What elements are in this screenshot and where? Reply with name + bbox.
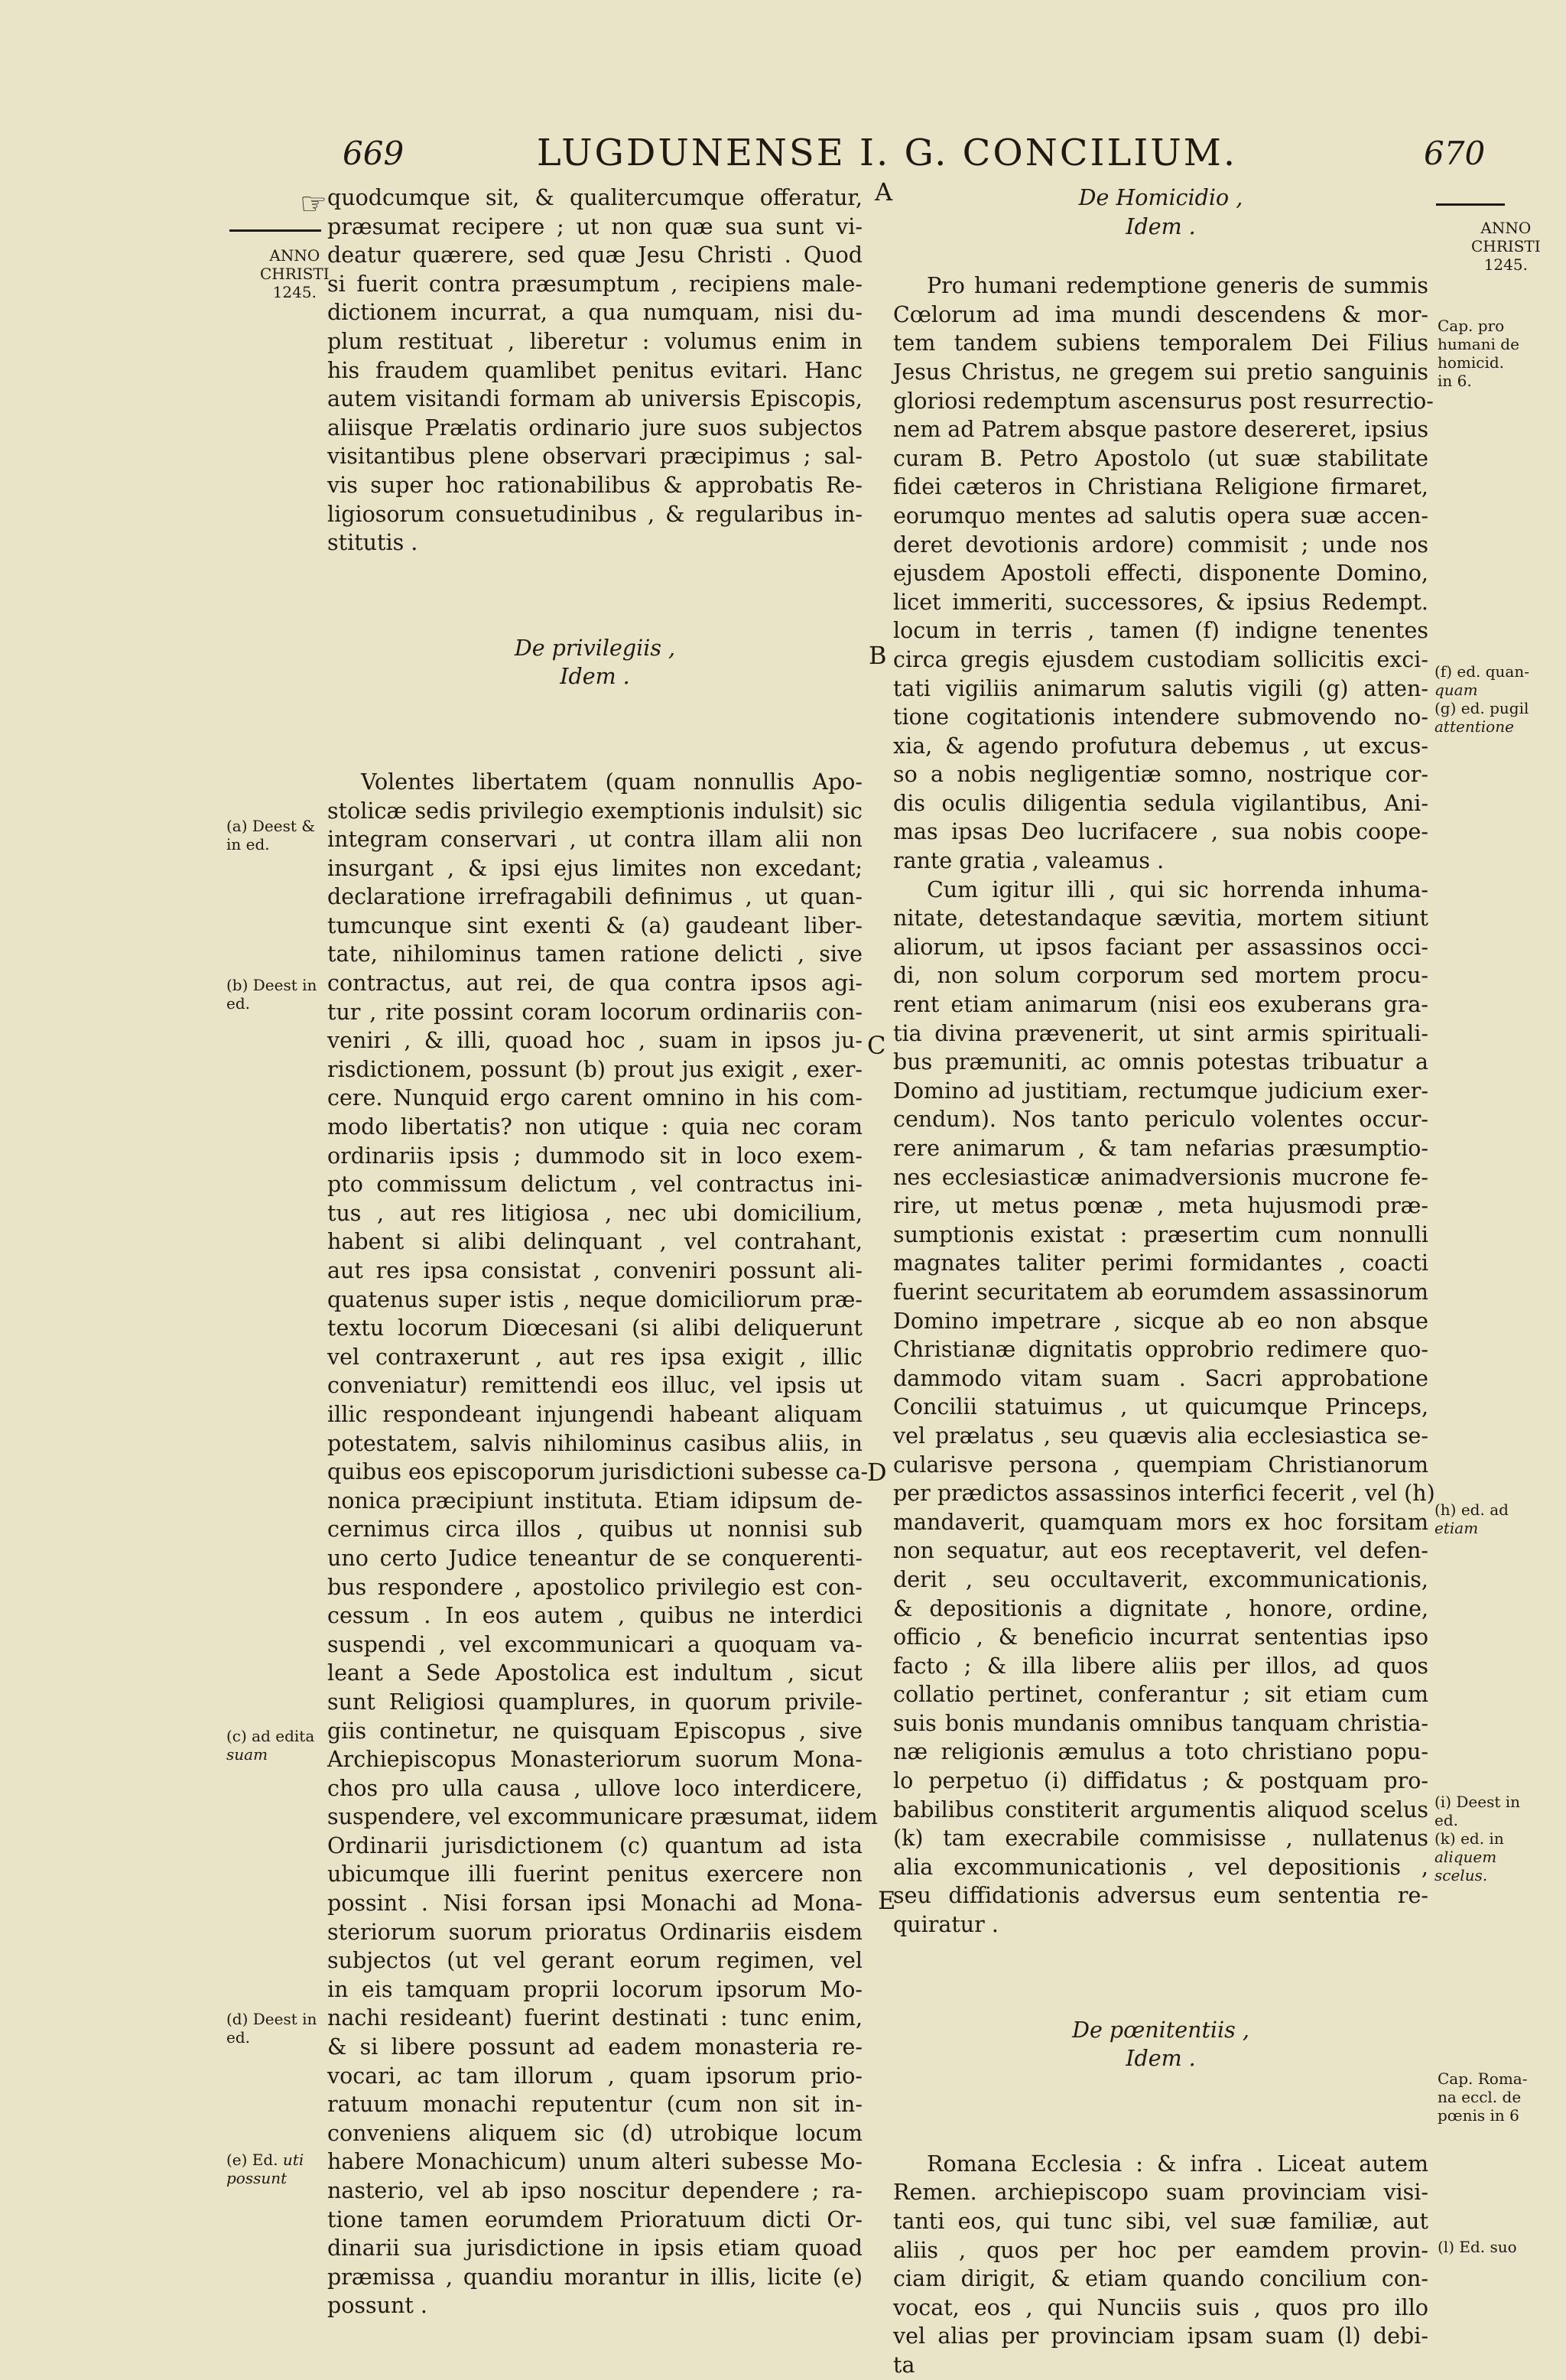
text-line: possunt . <box>327 2293 427 2319</box>
chapter-ref-line: homicid. <box>1438 353 1505 372</box>
left-text-column <box>327 184 878 2320</box>
anno-christi-right <box>1471 219 1541 274</box>
section-heading: De Homicidio , <box>1078 185 1243 210</box>
text-line: cessum . In eos autem , quibus ne interdici <box>327 1603 863 1629</box>
section-letter-a: A <box>875 177 893 206</box>
paragraph-spacer <box>893 241 1428 271</box>
text-line: lo perpetuo (i) diffidatus ; & postquam pro- <box>893 1768 1428 1794</box>
text-line: suspendere, vel excommunicare præsumat, iidem <box>327 1804 878 1830</box>
paragraph-spacer <box>893 1939 1428 2016</box>
text-line: Archiepiscopus Monasteriorum suorum Mona- <box>327 1747 863 1773</box>
chapter-ref-line: in 6. <box>1438 372 1472 390</box>
text-line: gloriosi redemptum ascensurus post resurrectio- <box>893 388 1434 414</box>
paragraph-spacer <box>327 558 863 634</box>
text-line: quodcumque sit, & qualitercumque offeratur, <box>327 185 863 210</box>
text-line: ejusdem Apostoli effecti, disponente Domino, <box>893 561 1428 587</box>
section-letter-c: C <box>867 1031 886 1060</box>
text-line: mas ipsas Deo lucrifacere , sua nobis coope- <box>893 819 1428 845</box>
text-line: ordinariis ipsis ; dummodo sit in loco exem- <box>327 1143 863 1169</box>
text-line: si fuerit contra præsumptum , recipiens male- <box>327 271 863 297</box>
pointing-hand-icon: ☞ <box>300 187 327 222</box>
text-line: di, non solum corporum sed mortem procu- <box>893 963 1428 989</box>
text-line: (k) tam execrabile commisisse , nullatenus <box>893 1826 1428 1852</box>
text-line: risdictionem, possunt (b) prout jus exigit , exer- <box>327 1056 863 1082</box>
text-line: quiratur . <box>893 1912 999 1938</box>
text-line: possint . Nisi forsan ipsi Monachi ad Mona- <box>327 1891 863 1917</box>
text-line: stolicæ sedis privilegio exemptionis indulsit) sic <box>327 798 863 824</box>
text-line: plum restituat , liberetur : volumus enim in <box>327 328 863 354</box>
text-line: Domino impetrare , sicque ab eo non absque <box>893 1308 1428 1334</box>
footnote-e-line: (e) Ed. <box>226 2151 278 2169</box>
footnote-e <box>226 2151 304 2187</box>
text-line: subjectos (ut vel gerant eorum regimen, vel <box>327 1948 863 1974</box>
text-line: xia, & agendo profutura debemus , ut excus- <box>893 733 1428 759</box>
text-line: & si libere possunt ad eadem monasteria re- <box>327 2034 863 2060</box>
text-line: cere. Nunquid ergo carent omnino in his com- <box>327 1085 863 1111</box>
footnote-k-line: scelus. <box>1434 1866 1488 1884</box>
footnote-a-line: (a) Deest & <box>226 817 316 835</box>
text-line: visitantibus plene observari præcipimus ; sal- <box>327 444 863 470</box>
text-line: Pro humani redemptione generis de summis <box>927 273 1428 299</box>
text-line: integram conservari , ut contra illam alii non <box>327 827 863 853</box>
text-line: ligiosorum consuetudinibus , & regularibus in- <box>327 501 863 527</box>
text-line: rante gratia , valeamus . <box>893 848 1165 874</box>
footnote-d-line: ed. <box>226 2028 250 2047</box>
text-line: stitutis . <box>327 530 418 556</box>
text-line: dammodo vitam suam . Sacri approbatione <box>893 1365 1428 1391</box>
footnote-e-line: possunt <box>226 2169 288 2187</box>
anno-label: ANNO <box>1480 219 1532 237</box>
text-line: vocat, eos , qui Nunciis suis , quos pro illo <box>893 2294 1428 2320</box>
christi-label: CHRISTI <box>260 265 330 283</box>
text-line: nes ecclesiasticæ animadversionis mucrone fe- <box>893 1164 1428 1190</box>
text-line: ta <box>893 2352 915 2378</box>
footnote-f-line: (f) ed. quan- <box>1434 662 1529 681</box>
footnote-h-line: etiam <box>1434 1519 1479 1537</box>
text-line: nem ad Patrem absque pastore desereret, ipsius <box>893 417 1429 443</box>
footnote-g-line: attentione <box>1434 717 1514 736</box>
footnote-k-line: aliquem <box>1434 1848 1497 1866</box>
text-line: Ordinarii jurisdictionem (c) quantum ad ista <box>327 1832 863 1858</box>
text-line: quibus eos episcoporum jurisdictioni subesse ca- <box>327 1459 869 1485</box>
year-label: 1245. <box>1483 255 1528 274</box>
year-label: 1245. <box>272 283 317 301</box>
text-line: tate, nihilominus tamen ratione delicti , sive <box>327 941 863 967</box>
text-line: so a nobis negligentiæ somno, nostrique cor- <box>893 762 1428 788</box>
text-line: dictionem incurrat, a qua numquam, nisi du- <box>327 300 863 326</box>
text-line: declaratione irrefragabili definimus , ut quan- <box>327 884 863 910</box>
footnote-f-g <box>1434 662 1529 736</box>
text-line: conveniatur) remittendi eos illuc, vel ipsis ut <box>327 1373 863 1399</box>
christi-label: CHRISTI <box>1471 237 1541 255</box>
text-line: giis continetur, ne quisquam Episcopus , sive <box>327 1718 863 1744</box>
text-line: eorumquo mentes ad salutis opera suæ accen- <box>893 502 1428 528</box>
footnote-e-line: uti <box>282 2151 304 2169</box>
chapter-ref-line: pœnis in 6 <box>1438 2106 1519 2125</box>
chapter-ref-line: humani de <box>1438 335 1519 353</box>
footnote-f-line: quam <box>1434 681 1478 699</box>
footnote-c <box>226 1727 314 1764</box>
text-line: circa gregis ejusdem custodiam sollicitis exci- <box>893 646 1428 672</box>
text-line: habent si alibi delinquant , vel contrahant, <box>327 1229 863 1255</box>
text-line: veniri , & illi, quoad hoc , suam in ipsos ju- <box>327 1028 863 1054</box>
anno-christi-left <box>260 246 330 301</box>
text-line: aliisque Prælatis ordinario jure suos subjectos <box>327 415 863 441</box>
text-line: Cum igitur illi , qui sic horrenda inhuma- <box>927 876 1428 902</box>
text-line: præmissa , quandiu morantur in illis, licite (e) <box>327 2264 863 2290</box>
text-line: rire, ut metus pœnæ , meta hujusmodi præ- <box>893 1193 1428 1219</box>
text-line: facto ; & illa libere aliis per illos, ad quos <box>893 1653 1428 1679</box>
text-line: ratuum monachi reputentur (cum non sit in- <box>327 2092 863 2118</box>
text-line: præsumat recipere ; ut non quæ sua sunt vi- <box>327 213 863 239</box>
text-line: textu locorum Diœcesani (si alibi deliquerunt <box>327 1315 863 1341</box>
right-text-column <box>893 184 1435 2380</box>
text-line: aliorum, ut ipsos faciant per assassinos occi- <box>893 934 1428 960</box>
section-heading: Idem . <box>1126 213 1196 239</box>
text-line: Volentes libertatem (quam nonnullis Apo- <box>361 769 863 795</box>
text-line: pto commissum delictum , vel contractus ini- <box>327 1172 863 1198</box>
text-line: officio , & beneficio incurrat sententias ipso <box>893 1624 1428 1650</box>
text-line: tanti eos, qui tunc sibi, vel suæ familiæ, aut <box>893 2209 1428 2234</box>
text-line: nachi resideant) fuerint destinati : tunc enim, <box>327 2005 863 2031</box>
text-line: nonica præcipiunt instituta. Etiam idipsum de- <box>327 1488 863 1514</box>
text-line: vel contraxerunt , aut res ipsa exigit , illic <box>327 1344 863 1370</box>
page-number-left: 669 <box>343 135 404 172</box>
text-line: leant a Sede Apostolica est indultum , sicut <box>327 1660 863 1686</box>
text-line: Remen. archiepiscopo suam provinciam visi- <box>893 2180 1428 2206</box>
text-line: collatio pertinet, conferantur ; sit etiam cum <box>893 1682 1428 1708</box>
text-line: babilibus constiterit argumentis aliquod scelus <box>893 1796 1428 1822</box>
section-letter-e: E <box>878 1886 896 1915</box>
text-line: rere animarum , & tam nefarias præsumptio- <box>893 1136 1428 1161</box>
anno-label: ANNO <box>269 246 320 265</box>
footnote-a <box>226 817 315 853</box>
text-line: suis bonis mundanis omnibus tanquam christia- <box>893 1710 1428 1736</box>
text-line: aliis , quos per hoc per eamdem provin- <box>893 2237 1428 2263</box>
section-heading: De privilegiis , <box>514 635 676 661</box>
text-line: chos pro ulla causa , ullove loco interdicere, <box>327 1775 863 1801</box>
footnote-b-line: (b) Deest in <box>226 976 317 994</box>
footnote-h-line: (h) ed. ad <box>1434 1501 1509 1519</box>
footnote-g-line: (g) ed. pugil <box>1434 699 1529 717</box>
text-line: deret devotionis ardore) commisit ; unde nos <box>893 532 1428 558</box>
section-letter-d: D <box>867 1458 887 1487</box>
text-line: dis oculis diligentia sedula vigilantibus, Ani- <box>893 790 1428 816</box>
text-line: non sequatur, aut eos receptaverit, vel defen- <box>893 1538 1428 1564</box>
footnote-c-line: suam <box>226 1745 268 1764</box>
text-line: in eis tamquam proprii locorum ipsorum Mo- <box>327 1976 863 2002</box>
text-line: quatenus super istis , neque domiciliorum præ- <box>327 1286 863 1312</box>
text-line: tus , aut res litigiosa , nec ubi domicilium, <box>327 1200 863 1226</box>
text-line: Romana Ecclesia : & infra . Liceat autem <box>927 2151 1428 2177</box>
text-line: tur , rite possint coram locorum ordinariis con- <box>327 999 863 1025</box>
text-line: tumcunque sint exenti & (a) gaudeant liber- <box>327 912 863 938</box>
text-line: ciam dirigit, & etiam quando concilium con- <box>893 2266 1428 2292</box>
footnote-h <box>1434 1501 1509 1537</box>
text-line: nasterio, vel ab ipso noscitur dependere ; ra- <box>327 2178 863 2203</box>
footnote-c-line: (c) ad edita <box>226 1727 315 1745</box>
text-line: alia excommunicationis , vel depositionis , <box>893 1854 1428 1880</box>
text-line: tione cogitationis intendere submovendo no- <box>893 704 1428 730</box>
text-line: tia divina prævenerit, ut sint armis spirituali- <box>893 1020 1428 1046</box>
text-line: vis super hoc rationabilibus & approbatis Re- <box>327 472 863 498</box>
footnote-i-line: (i) Deest in <box>1434 1793 1521 1811</box>
text-line: suspendi , vel excommunicari a quoquam va- <box>327 1631 863 1657</box>
paragraph-spacer <box>327 691 863 768</box>
text-line: modo libertatis? non utique : quia nec coram <box>327 1114 863 1140</box>
text-line: aut res ipsa consistat , conveniri possunt ali- <box>327 1258 863 1283</box>
text-line: dinarii sua jurisdictione in ipsis etiam quoad <box>327 2235 863 2261</box>
text-line: vel alias per provinciam ipsam suam (l) debi- <box>893 2323 1428 2349</box>
section-letter-b: B <box>869 641 887 670</box>
text-line: fuerint securitatem ab eorumdem assassinorum <box>893 1279 1428 1305</box>
text-line: uno certo Judice teneantur de se conquerenti- <box>327 1545 863 1571</box>
text-line: autem visitandi formam ab universis Episcopis, <box>327 386 863 412</box>
text-line: tem tandem subiens temporalem Dei Filius <box>893 330 1428 356</box>
text-line: sumptionis existat : præsertim cum nonnulli <box>893 1221 1428 1247</box>
margin-rule-right <box>1436 203 1505 206</box>
chapter-ref-line: Cap. pro <box>1438 317 1505 335</box>
section-heading: Idem . <box>1126 2046 1196 2072</box>
text-line: magnates taliter perimi formidantes , coacti <box>893 1250 1428 1276</box>
text-line: Domino ad justitiam, rectumque judicium exer- <box>893 1078 1428 1104</box>
margin-rule-left <box>229 229 321 232</box>
text-line: Cœlorum ad ima mundi descendens & mor- <box>893 301 1428 327</box>
text-line: tati vigiliis animarum salutis vigili (g) atten- <box>893 675 1428 701</box>
footnote-b-line: ed. <box>226 994 250 1013</box>
text-line: tione tamen eorumdem Prioratuum dicti Or- <box>327 2206 863 2232</box>
text-line: bus præmuniti, ac omnis potestas tribuatur a <box>893 1049 1428 1075</box>
text-line: Christianæ dignitatis opprobrio redimere quo- <box>893 1337 1428 1363</box>
text-line: næ religionis æmulus a toto christiano popu- <box>893 1739 1428 1765</box>
text-line: illic respondeant injungendi habeant aliquam <box>327 1401 863 1427</box>
text-line: sunt Religiosi quamplures, in quorum privile- <box>327 1689 863 1715</box>
page-number-right: 670 <box>1424 135 1486 172</box>
text-line: locum in terris , tamen (f) indigne tenentes <box>893 618 1428 644</box>
text-line: rent etiam animarum (nisi eos exuberans gra- <box>893 992 1428 1018</box>
text-line: cendum). Nos tanto periculo volentes occur- <box>893 1107 1428 1133</box>
text-line: habere Monachicum) unum alteri subesse Mo- <box>327 2149 863 2175</box>
text-line: nitate, detestandaque sævitia, mortem sitiunt <box>893 906 1428 932</box>
footnote-i-line: ed. <box>1434 1811 1458 1829</box>
section-heading: Idem . <box>560 664 630 690</box>
text-line: fidei cæteros in Christiana Religione firmaret, <box>893 474 1428 500</box>
text-line: bus respondere , apostolico privilegio est con- <box>327 1574 863 1600</box>
text-line: vel prælatus , seu quævis alia ecclesiastica se- <box>893 1422 1428 1448</box>
chapter-ref-poenitentiis <box>1438 2069 1528 2125</box>
text-line: per prædictos assassinos interfici fecerit , vel (h) <box>893 1481 1435 1507</box>
text-line: conveniens aliquem sic (d) utrobique locum <box>327 2120 863 2146</box>
text-line: steriorum suorum prioratus Ordinariis eisdem <box>327 1919 863 1945</box>
text-line: ubicumque illi fuerint penitus exercere non <box>327 1861 863 1887</box>
text-line: mandaverit, quamquam mors ex hoc forsitam <box>893 1509 1428 1535</box>
text-line: cernimus circa illos , quibus ut nonnisi sub <box>327 1517 863 1543</box>
chapter-ref-homicidio <box>1438 317 1519 390</box>
section-heading: De pœnitentiis , <box>1072 2017 1249 2043</box>
footnote-l: (l) Ed. suo <box>1438 2238 1517 2256</box>
text-line: cularisve persona , quempiam Christianorum <box>893 1452 1428 1478</box>
text-line: deatur quærere, sed quæ Jesu Christi . Quod <box>327 242 863 268</box>
footnote-i-k <box>1434 1793 1520 1884</box>
text-line: derit , seu occultaverit, excommunicationis, <box>893 1566 1428 1592</box>
text-line: vocari, ac tam illorum , quam ipsorum prio- <box>327 2063 863 2089</box>
text-line: Concilii statuimus , ut quicumque Princeps, <box>893 1394 1428 1420</box>
chapter-ref-line: Cap. Roma- <box>1438 2069 1528 2088</box>
footnote-a-line: in ed. <box>226 835 270 853</box>
text-line: contractus, aut rei, de qua contra ipsos agi- <box>327 971 863 997</box>
text-line: Jesus Christus, ne gregem sui pretio sanguinis <box>893 359 1428 385</box>
text-line: seu diffidationis adversus eum sententia re- <box>893 1883 1428 1909</box>
text-line: & depositionis a dignitate , honore, ordine, <box>893 1595 1428 1621</box>
footnote-b <box>226 976 317 1013</box>
chapter-ref-line: na eccl. de <box>1438 2088 1522 2106</box>
running-title: LUGDUNENSE I. G. CONCILIUM. <box>536 132 1238 174</box>
text-line: potestatem, salvis nihilominus casibus aliis, in <box>327 1430 863 1456</box>
text-line: curam B. Petro Apostolo (ut suæ stabilitate <box>893 445 1428 471</box>
footnote-k-line: (k) ed. in <box>1434 1829 1504 1848</box>
text-line: licet immeriti, successores, & ipsius Redempt. <box>893 589 1428 615</box>
footnote-d <box>226 2010 317 2047</box>
text-line: his fraudem quamlibet penitus evitari. Hanc <box>327 357 863 383</box>
footnote-d-line: (d) Deest in <box>226 2010 317 2028</box>
text-line: insurgant , & ipsi ejus limites non excedant; <box>327 855 863 881</box>
paragraph-spacer <box>893 2073 1428 2150</box>
